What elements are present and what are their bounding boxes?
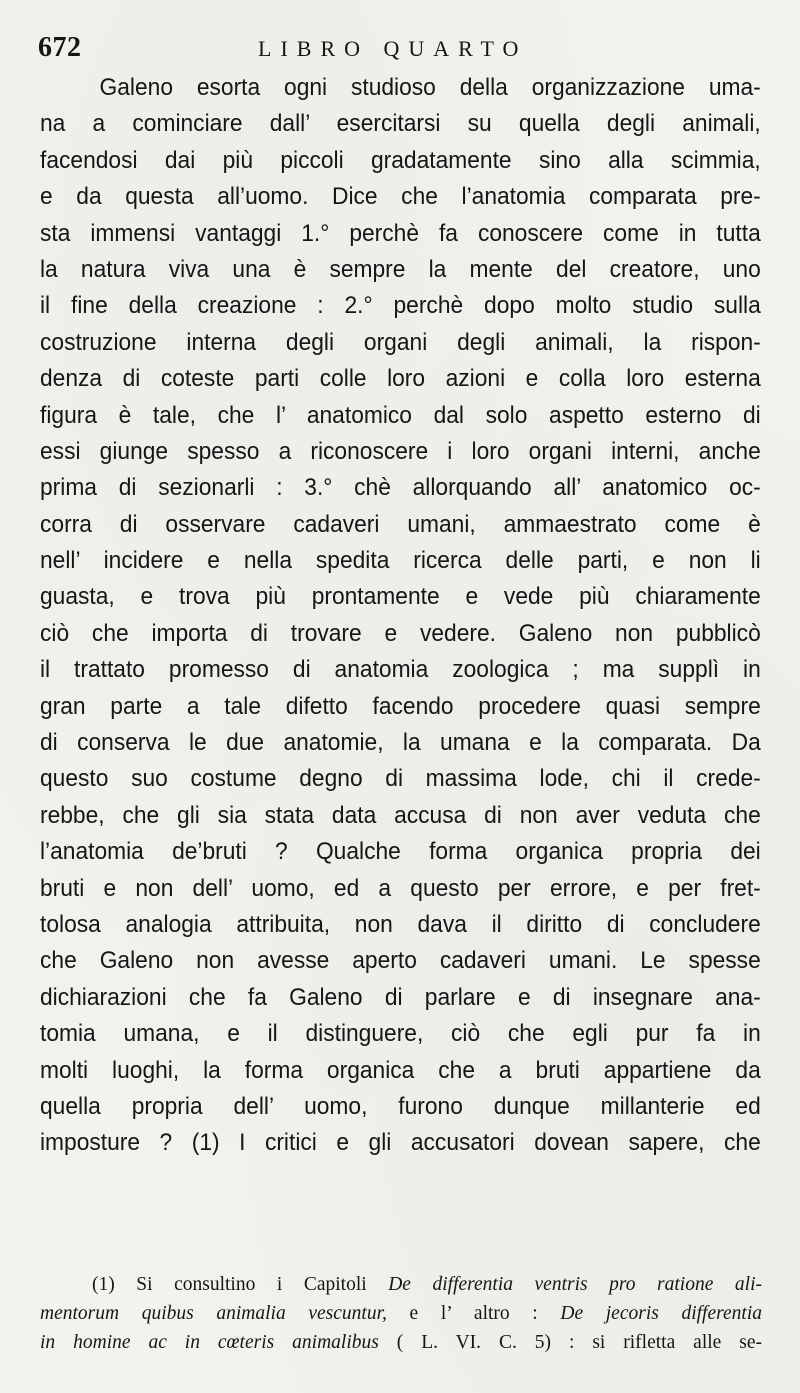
- text-line: prima di sezionarli : 3.° chè allorquando all’ anatomico oc-: [40, 474, 761, 502]
- footnote-title: in homine ac in cœteris animalibus: [40, 1332, 379, 1353]
- text-line: tomia umana, e il distinguere, ciò che egli pur fa in: [40, 1020, 761, 1048]
- text-line: rebbe, che gli sia stata data accusa di non aver veduta che: [40, 801, 761, 829]
- footnote-title: De differentia ventris pro ratione ali-: [388, 1274, 762, 1295]
- footnote-text: (1) Si consultino i Capitoli: [92, 1274, 389, 1295]
- text-line: molti luoghi, la forma organica che a bruti appartiene da: [40, 1056, 761, 1084]
- text-line: l’anatomia de’bruti ? Qualche forma organica propria dei: [40, 838, 761, 866]
- text-line: nell’ incidere e nella spedita ricerca delle parti, e non li: [40, 547, 761, 575]
- text-line: che Galeno non avesse aperto cadaveri umani. Le spesse: [40, 947, 761, 975]
- text-line: e da questa all’uomo. Dice che l’anatomia comparata pre-: [40, 183, 761, 211]
- text-line: gran parte a tale difetto facendo procedere quasi sempre: [40, 692, 761, 720]
- page-number: 672: [38, 32, 82, 63]
- text-line: ciò che importa di trovare e vedere. Galeno non pubblicò: [40, 619, 761, 647]
- text-line: denza di coteste parti colle loro azioni e colla loro esterna: [40, 365, 761, 393]
- footnote: [40, 1270, 762, 1357]
- footnote-title: mentorum quibus animalia vescuntur,: [40, 1303, 387, 1324]
- text-line: bruti e non dell’ uomo, ed a questo per errore, e per fret-: [40, 874, 761, 902]
- text-line: corra di osservare cadaveri umani, ammaestrato come è: [40, 510, 761, 538]
- text-line: imposture ? (1) I critici e gli accusatori dovean sapere, che: [40, 1129, 761, 1157]
- running-head: LIBRO QUARTO: [258, 36, 528, 61]
- text-line: quella propria dell’ uomo, furono dunque millanterie ed: [40, 1092, 761, 1120]
- text-line: na a cominciare dall’ esercitarsi su quella degli animali,: [40, 110, 761, 138]
- text-line: costruzione interna degli organi degli animali, la rispon-: [40, 328, 761, 356]
- text-line: la natura viva una è sempre la mente del creatore, uno: [40, 255, 761, 283]
- text-line: dichiarazioni che fa Galeno di parlare e di insegnare ana-: [40, 983, 761, 1011]
- footnote-text: ( L. VI. C. 5) : si rifletta alle se-: [378, 1332, 762, 1353]
- text-line: il trattato promesso di anatomia zoologica ; ma supplì in: [40, 656, 761, 684]
- footnote-text: e l’ altro :: [386, 1303, 561, 1324]
- text-line: essi giunge spesso a riconoscere i loro organi interni, anche: [40, 437, 761, 465]
- text-line: il fine della creazione : 2.° perchè dopo molto studio sulla: [40, 292, 761, 320]
- footnote-line: [40, 1328, 762, 1357]
- body-text: [40, 70, 760, 1162]
- text-line: questo suo costume degno di massima lode, chi il crede-: [40, 765, 761, 793]
- footnote-title: De jecoris differentia: [560, 1303, 762, 1324]
- text-line: facendosi dai più piccoli gradatamente sino alla scimmia,: [40, 146, 761, 174]
- text-line: guasta, e trova più prontamente e vede più chiaramente: [40, 583, 761, 611]
- text-line: tolosa analogia attribuita, non dava il diritto di concludere: [40, 910, 761, 938]
- footnote-line: [40, 1270, 762, 1299]
- text-line: sta immensi vantaggi 1.° perchè fa conoscere come in tutta: [40, 219, 761, 247]
- text-line: Galeno esorta ogni studioso della organizzazione uma-: [99, 74, 761, 101]
- page-header: [38, 32, 760, 72]
- footnote-line: [40, 1299, 762, 1328]
- text-line: di conserva le due anatomie, la umana e la comparata. Da: [40, 729, 761, 757]
- text-line: figura è tale, che l’ anatomico dal solo aspetto esterno di: [40, 401, 761, 429]
